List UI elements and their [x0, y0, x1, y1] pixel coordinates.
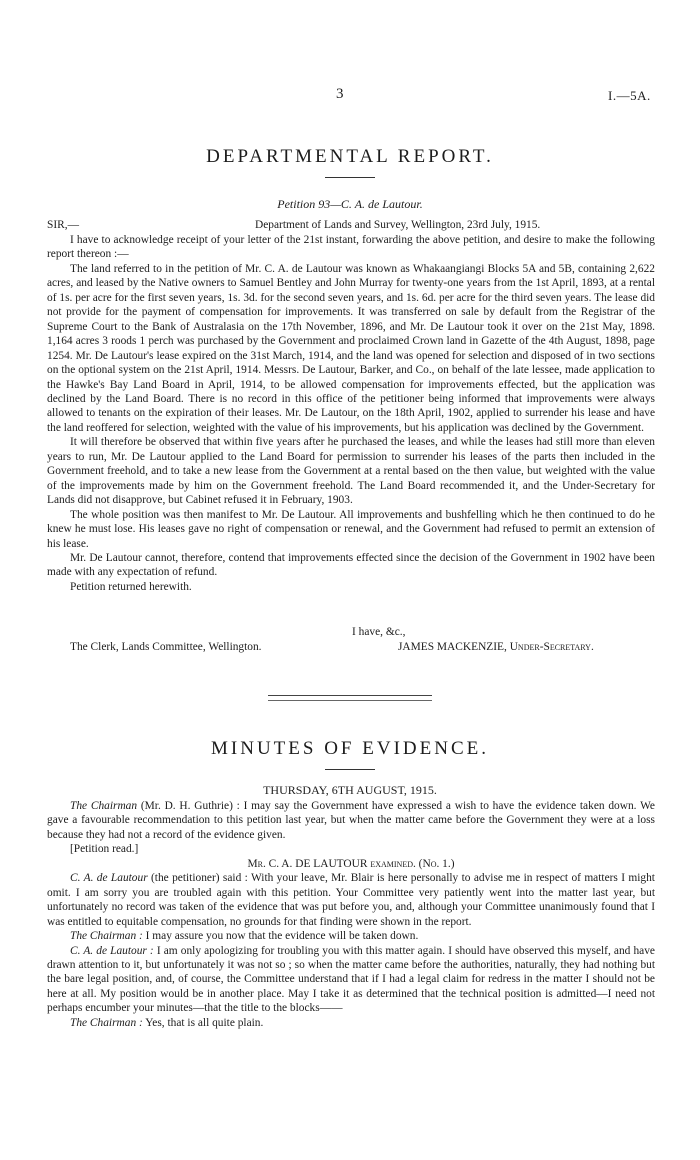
speaker-name: The Chairman :: [70, 1016, 143, 1029]
minutes-body: [47, 799, 655, 1030]
exchange: [47, 944, 655, 1016]
report-paragraph: I have to acknowledge receipt of your letter of the 21st instant, forwarding the above petition, and desire to make the following report thereon :—: [47, 234, 655, 261]
witness-line: Mr. C. A. DE LAUTOUR examined. (No. 1.): [247, 857, 455, 870]
minutes-title: MINUTES OF EVIDENCE.: [211, 738, 489, 759]
minutes-date: THURSDAY, 6TH AUGUST, 1915.: [263, 783, 437, 797]
exchange: [47, 1016, 655, 1030]
statement-text: I am only apologizing for troubling you with this matter again. I should have observed this myself, and have drawn attention to it, but unfortunately it was not so ; so when the matter came before the authorities, naturally, they had nothing but the bare legal position, and, of course, the Committee understand that if I had a legal claim for redress in the matter I should not be here at all. My position would be in another place. May I take it as determined that the technical position is admitted—I need not perhaps encumber your minutes—that the title to the blocks——: [47, 944, 655, 1015]
report-paragraph: Petition returned herewith.: [70, 580, 192, 593]
speaker-name: C. A. de Lautour :: [70, 944, 154, 957]
closing: I have, &c.,: [352, 626, 406, 638]
report-paragraph: Mr. De Lautour cannot, therefore, contend that improvements effected since the decision of the Government in 1902 have been made with any expectation of refund.: [47, 551, 655, 579]
statement-text: With your leave, Mr. Blair is here personally to advise me in respect of matters I might omit. I am sorry you are troubled again with this petition. Your Committee very patiently went into the matter last year, but unfortunately no record was taken of the evidence that was put before you, and, although your Committee unanimously found that I was entitled to equitable compensation, no grounds for that finding were shown in the report.: [47, 872, 655, 928]
statement-text: I may assure you now that the evidence will be taken down.: [145, 930, 419, 943]
statement-text: I may say the Government have expressed a wish to have the evidence taken down. We gave a favourable recommendation to this petition last year, but when the matter came before the Government they were at a loss because they had not a record of the evidence given.: [47, 800, 655, 841]
title-rule: [325, 177, 375, 178]
speaker-note: (the petitioner) said :: [151, 872, 248, 885]
signatory: JAMES MACKENZIE, Under-Secretary.: [398, 641, 594, 653]
exchange: [47, 929, 655, 943]
minutes-rule: [325, 769, 375, 770]
report-body: [47, 233, 655, 594]
speaker-note: (Mr. D. H. Guthrie) :: [140, 800, 240, 812]
speaker-name: The Chairman: [70, 800, 138, 812]
statement-text: Yes, that is all quite plain.: [145, 1016, 264, 1029]
salutation: SIR,—: [47, 219, 79, 231]
report-title: DEPARTMENTAL REPORT.: [206, 146, 494, 167]
addressee: The Clerk, Lands Committee, Wellington.: [70, 641, 262, 653]
speaker-name: The Chairman :: [70, 930, 143, 943]
petition-read-note: [Petition read.]: [70, 843, 139, 856]
speaker-name: C. A. de Lautour: [70, 872, 148, 885]
exchange: [47, 871, 655, 929]
report-paragraph: It will therefore be observed that within five years after he purchased the leases, and while the leases had still more than eleven years to run, Mr. De Lautour applied to the Land Board for permission to surrender his leases of the parts then included in the Government freehold, and to take a new lease from the Government at a rental based on the then value, but weighted with the value of the improvements made by him on the Government freehold. The Land Board recommended it, and the Under-Secretary for Lands did not disapprove, but Cabinet refused it in February, 1903.: [47, 436, 655, 507]
petition-reference: Petition 93—C. A. de Lautour.: [277, 197, 423, 211]
section-divider: [268, 695, 432, 701]
address-date: Department of Lands and Survey, Wellington, 23rd July, 1915.: [255, 219, 541, 231]
page-number: 3: [336, 86, 344, 102]
opening-statement: [47, 799, 655, 842]
report-paragraph: The whole position was then manifest to Mr. De Lautour. All improvements and bushfelling which he then continued to do he knew he must lose. His leases gave no right of compensation or renewal, and the Government had refused to permit an extension of his lease.: [47, 508, 655, 550]
document-reference: I.—5A.: [608, 88, 651, 103]
report-paragraph: The land referred to in the petition of Mr. C. A. de Lautour was known as Whakaangiangi Blocks 5A and 5B, containing 2,622 acres, and leased by the Native owners to Samuel Bentley and John Murray for twenty-one years from the 1st April, 1893, at a rental of 1s. per acre for the first seven years, 1s. 3d. for the second seven years, and 1s. 6d. per acre for the third seven years. The lease did not provide for the payment of compensation for improvements. It was transferred on sale by default from the Registrar of the Supreme Court to the Bank of Australasia on the 17th November, 1896, and Mr. De Lautour took it over on the 21st May, 1898. 1,164 acres 3 roods 1 perch was purchased by the Government and proclaimed Crown land in Gazette of the 4th August, 1898, page 1254. Mr. De Lautour's lease expired on the 31st March, 1914, and the land was opened for selection and disposed of in two sections on the optional system on the 21st April, 1914. Messrs. De Lautour, Barker, and Co., on behalf of the late lessee, made application to the Hawke's Bay Land Board in April, 1914, to be allowed compensation for improvements effected, but the application was declined by the Land Board. There is no record in this office of the petitioner being informed that improvements were always allowed to tenants on the expiration of their leases. Mr. De Lautour, on the 18th April, 1902, applied to surrender his lease and have the land reoffered for selection, weighted with the value of his improvements, but his application was declined by the Government.: [47, 262, 655, 434]
